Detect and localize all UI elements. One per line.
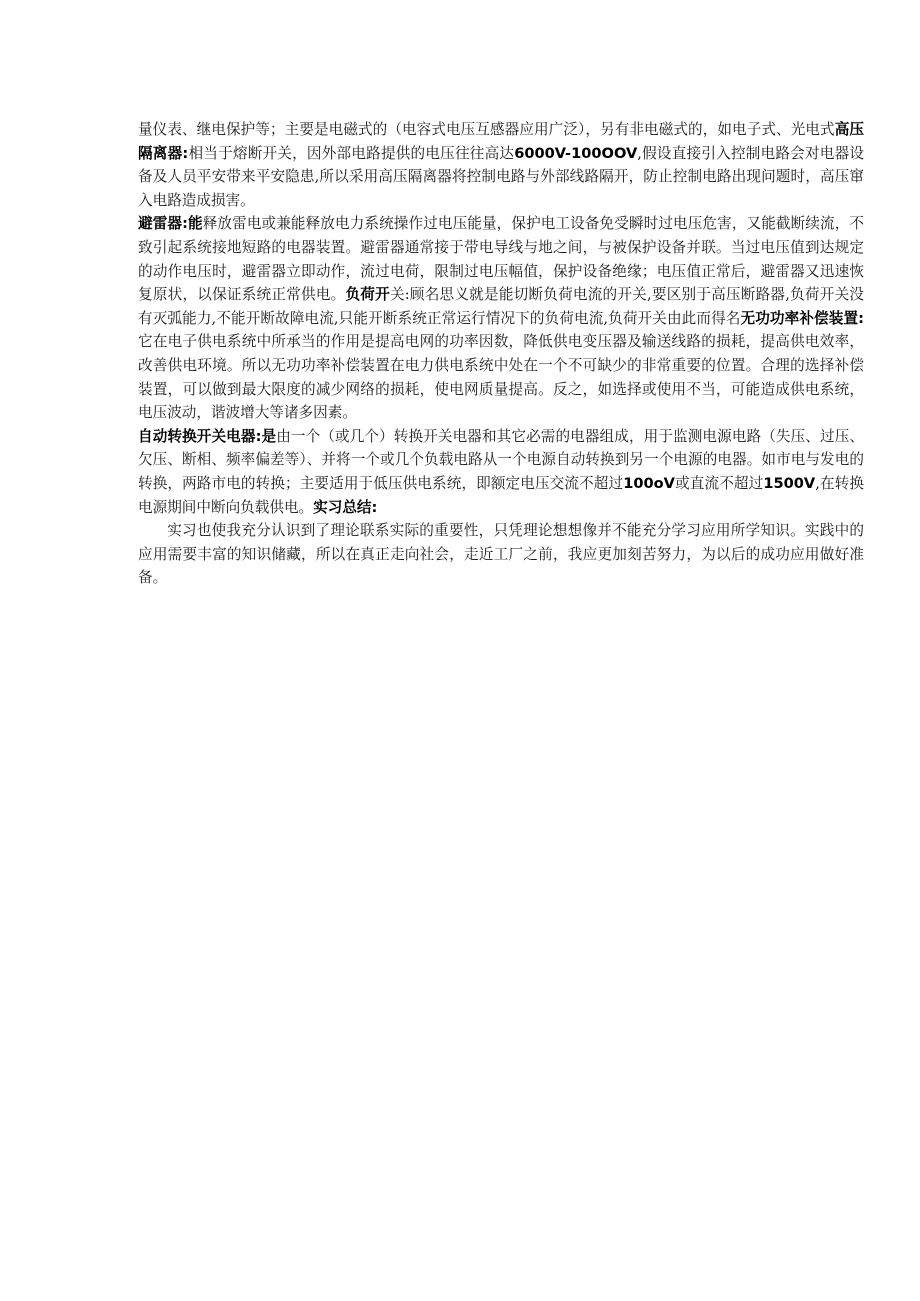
text-run: 实习也使我充分认识到了理论联系实际的重要性，只凭理论想想像并不能充分学习应用所学知识。实践中的应用需要丰富的知识储藏，所以在真正走向社会，走近工厂之前，我应更加刻苦努力，为以后的成功应用做好准备。 [138,522,864,587]
heading-high-voltage-isolator: 高压隔离器: [138,121,864,162]
text-run: 或直流不超过 [674,474,764,492]
text-run: 相当于熔断开关，因外部电路提供的电压往往高达 [188,144,515,162]
heading-internship-summary: 实习总结: [313,498,378,516]
text-run: 它在电子供电系统中所承当的作用是提高电网的功率因数，降低供电变压器及输送线路的损耗，提高供电效率，改善供电环境。所以无功功率补偿装置在电力供电系统中处在一个不可缺少的非常重要的位置。合理的选择补偿装置，可以做到最大限度的减少网络的损耗，使电网质量提高。反之，如选择或使用不当，可能造成供电系统，电压波动，谐波增大等诸多因素。 [138,333,864,422]
heading-automatic-transfer-switch: 自动转换开关电器:是 [138,427,277,445]
text-run: ,假设直接引入控制电路会对电器设备及人员平安带来平安隐患,所以采用高压隔离器将控制电路与外部线路隔开，防止控制电路出现问题时，高压窜入电路造成损害。 [138,144,864,209]
heading-surge-arrester: 避雷器:能 [138,215,203,233]
paragraph-transformer-isolator [138,118,864,212]
paragraph-surge-arrester [138,212,864,424]
paragraph-transfer-switch [138,425,864,519]
text-run: ,在转换电源期间中断向负载供电。 [138,474,864,516]
heading-load-switch: 负荷开 [345,286,390,304]
voltage-range: 6000V-100OOV [514,144,638,162]
text-run: 由一个（或几个）转换开关电器和其它必需的电器组成，用于监测电源电路（失压、过压、欠压、断相、频率偏差等）、并将一个或几个负载电路从一个电源自动转换到另一个电源的电器。如市电与发电的转换，两路市电的转换；主要适用于低压供电系统，即额定电压交流不超过 [138,427,864,492]
heading-reactive-compensation: 无功功率补偿装置: [740,309,865,327]
text-run: 量仪表、继电保护等；主要是电磁式的（电容式电压互感器应用广泛），另有非电磁式的，如电子式、光电式 [138,121,835,138]
paragraph-summary [138,519,864,590]
dc-voltage-limit: 1500V [763,474,816,492]
document-body [138,118,864,590]
text-run: 释放雷电或兼能释放电力系统操作过电压能量，保护电工设备免受瞬时过电压危害，又能截断续流，不致引起系统接地短路的电器装置。避雷器通常接于带电导线与地之间，与被保护设备并联。当过电压值到达规定的动作电压时，避雷器立即动作，流过电荷，限制过电压幅值，保护设备绝缘；电压值正常后，避雷器又迅速恢复原状，以保证系统正常供电。 [138,215,864,304]
ac-voltage-limit: 100oV [623,474,675,492]
text-run: 关:顾名思义就是能切断负荷电流的开关,要区别于高压断路器,负荷开关没有灭弧能力,不能开断故障电流,只能开断系统正常运行情况下的负荷电流,负荷开关由此而得名 [138,286,864,327]
